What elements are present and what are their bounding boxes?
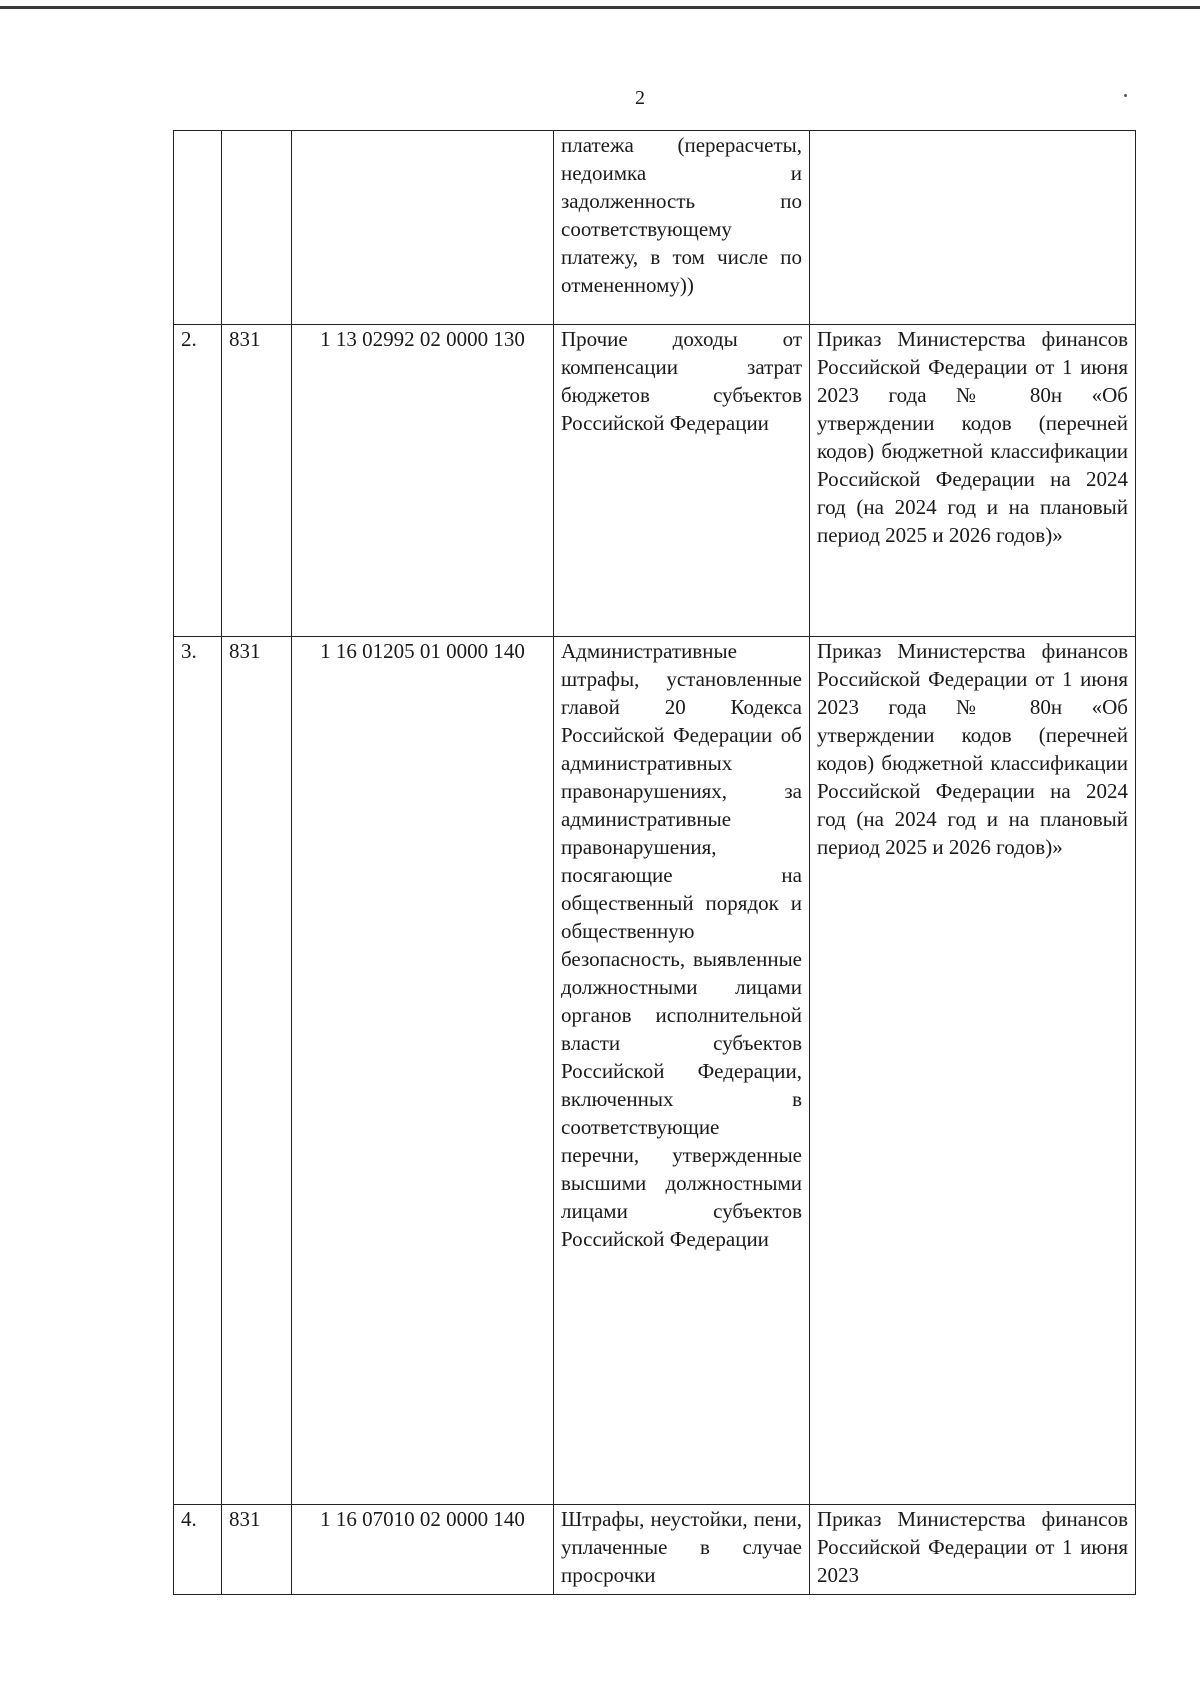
revenue-name-cell: Штрафы, неустойки, пени, уплаченные в случае просрочки — [554, 1505, 810, 1595]
scan-speck — [1124, 94, 1127, 97]
legal-basis-cell — [810, 131, 1136, 325]
table-row — [174, 131, 1136, 325]
legal-basis-cell: Приказ Министерства финансов Российской Федерации от 1 июня 2023 года № 80н «Об утверждении кодов (перечней кодов) бюджетной классификации Российской Федерации на 2024 год (на 2024 год и на плановый период 2025 и 2026 годов)» — [810, 325, 1136, 637]
admin-code-cell: 831 — [222, 325, 292, 637]
revenue-name-cell: платежа (перерасчеты, недоимка и задолженность по соответствующему платежу, в том числе по отмененному)) — [554, 131, 810, 325]
kbk-code-cell: 1 16 07010 02 0000 140 — [292, 1505, 554, 1595]
row-number-cell: 3. — [174, 637, 222, 1505]
table-row — [174, 637, 1136, 1505]
revenue-name-cell: Административные штрафы, установленные главой 20 Кодекса Российской Федерации об административных правонарушениях, за административные правонарушения, посягающие на общественный порядок и общественную безопасность, выявленные должностными лицами органов исполнительной власти субъектов Российской Федерации, включенных в соответствующие перечни, утвержденные высшими должностными лицами субъектов Российской Федерации — [554, 637, 810, 1505]
legal-basis-cell: Приказ Министерства финансов Российской Федерации от 1 июня 2023 — [810, 1505, 1136, 1595]
table-row — [174, 1505, 1136, 1595]
table-row — [174, 325, 1136, 637]
kbk-code-cell — [292, 131, 554, 325]
revenue-name-cell: Прочие доходы от компенсации затрат бюджетов субъектов Российской Федерации — [554, 325, 810, 637]
legal-basis-cell: Приказ Министерства финансов Российской Федерации от 1 июня 2023 года № 80н «Об утверждении кодов (перечней кодов) бюджетной классификации Российской Федерации на 2024 год (на 2024 год и на плановый период 2025 и 2026 годов)» — [810, 637, 1136, 1505]
kbk-code-cell: 1 13 02992 02 0000 130 — [292, 325, 554, 637]
admin-code-cell: 831 — [222, 1505, 292, 1595]
kbk-code-cell: 1 16 01205 01 0000 140 — [292, 637, 554, 1505]
page-number: 2 — [635, 87, 645, 109]
row-number-cell: 4. — [174, 1505, 222, 1595]
scan-edge-line — [0, 6, 1200, 9]
admin-code-cell: 831 — [222, 637, 292, 1505]
admin-code-cell — [222, 131, 292, 325]
row-number-cell: 2. — [174, 325, 222, 637]
row-number-cell — [174, 131, 222, 325]
revenue-codes-table — [173, 130, 1136, 1595]
